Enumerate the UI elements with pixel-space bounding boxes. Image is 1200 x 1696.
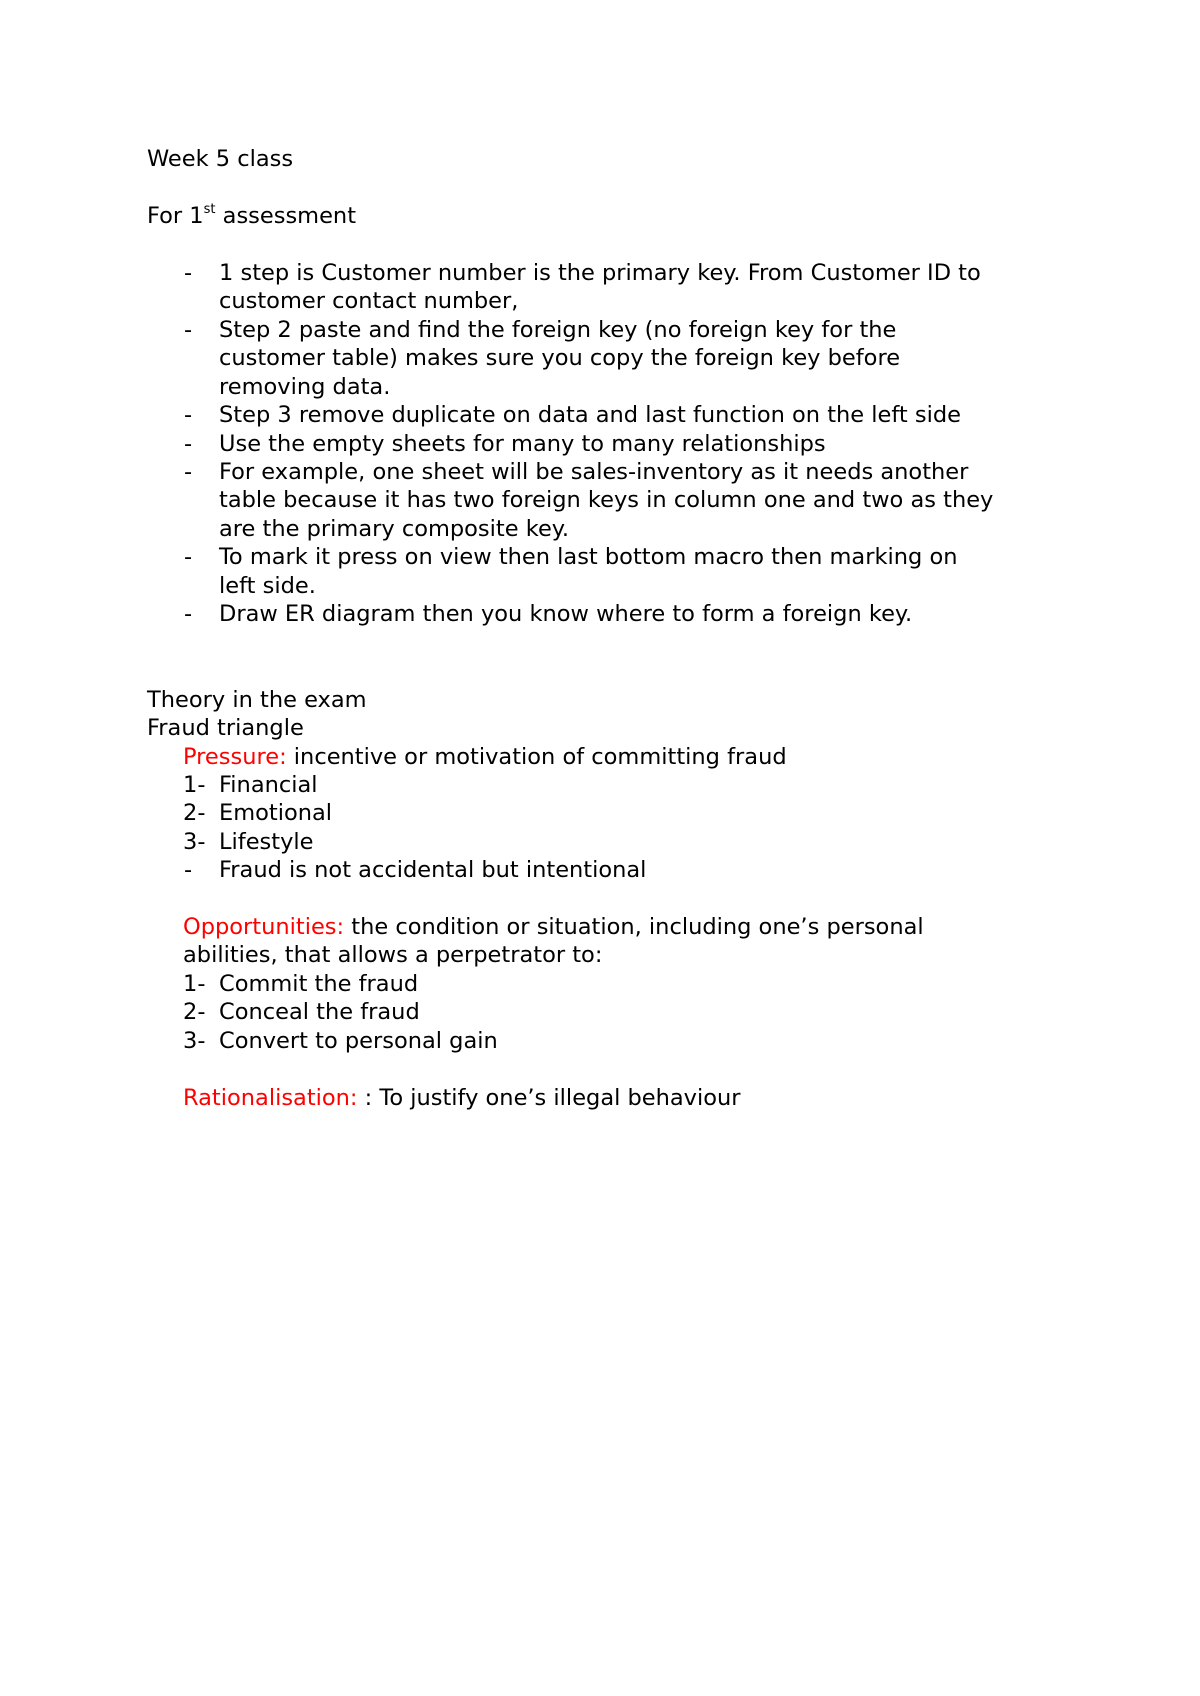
bullet-2-line-3: removing data.: [219, 374, 391, 400]
opportunities-line-2: abilities, that allows a perpetrator to:: [183, 942, 603, 968]
assessment-heading-suffix: assessment: [215, 203, 357, 229]
pressure-item-emotional: Emotional: [219, 800, 333, 826]
bullet-4-line-1: Use the empty sheets for many to many relationships: [219, 431, 826, 457]
bullet-marker: -: [184, 431, 193, 457]
rationalisation-text: : To justify one’s illegal behaviour: [357, 1085, 741, 1111]
bullet-marker: -: [184, 544, 193, 570]
bullet-5-line-2: table because it has two foreign keys in column one and two as they: [219, 487, 994, 513]
pressure-item-marker: 3-: [183, 829, 206, 855]
bullet-marker: -: [184, 402, 193, 428]
bullet-marker: -: [184, 459, 193, 485]
bullet-marker: -: [184, 601, 193, 627]
bullet-3-line-1: Step 3 remove duplicate on data and last function on the left side: [219, 402, 961, 428]
bullet-2-line-2: customer table) makes sure you copy the foreign key before: [219, 345, 901, 371]
pressure-label: Pressure:: [183, 744, 287, 770]
pressure-item-marker: -: [184, 857, 193, 883]
opportunities-text-1: the condition or situation, including one’s personal: [344, 914, 924, 940]
rationalisation-label: Rationalisation:: [183, 1085, 358, 1111]
pressure-item-intentional: Fraud is not accidental but intentional: [219, 857, 647, 883]
pressure-item-marker: 1-: [183, 772, 206, 798]
assessment-heading-sup: st: [203, 201, 216, 217]
theory-heading: Theory in the exam: [147, 687, 367, 713]
bullet-5-line-1: For example, one sheet will be sales-inventory as it needs another: [219, 459, 969, 485]
assessment-heading-prefix: For 1: [147, 203, 204, 229]
opportunities-item-marker: 2-: [183, 999, 206, 1025]
opportunities-item-commit: Commit the fraud: [219, 971, 419, 997]
bullet-marker: -: [184, 317, 193, 343]
pressure-text: incentive or motivation of committing fraud: [286, 744, 787, 770]
opportunities-item-marker: 1-: [183, 971, 206, 997]
bullet-5-line-3: are the primary composite key.: [219, 516, 570, 542]
rationalisation-line: [183, 1084, 741, 1112]
opportunities-item-convert: Convert to personal gain: [219, 1028, 498, 1054]
bullet-1-line-1: 1 step is Customer number is the primary key. From Customer ID to: [219, 260, 981, 286]
opportunities-label: Opportunities:: [183, 914, 345, 940]
pressure-item-marker: 2-: [183, 800, 206, 826]
bullet-1-line-2: customer contact number,: [219, 288, 519, 314]
bullet-7-line-1: Draw ER diagram then you know where to form a foreign key.: [219, 601, 913, 627]
bullet-2-line-1: Step 2 paste and find the foreign key (no foreign key for the: [219, 317, 897, 343]
bullet-6-line-1: To mark it press on view then last bottom macro then marking on: [219, 544, 958, 570]
pressure-item-financial: Financial: [219, 772, 318, 798]
pressure-item-lifestyle: Lifestyle: [219, 829, 314, 855]
opportunities-item-marker: 3-: [183, 1028, 206, 1054]
bullet-6-line-2: left side.: [219, 573, 316, 599]
fraud-triangle-heading: Fraud triangle: [147, 715, 304, 741]
assessment-heading: [147, 202, 356, 230]
opportunities-line-1: [183, 913, 924, 941]
bullet-marker: -: [184, 260, 193, 286]
document-title: Week 5 class: [147, 146, 294, 172]
pressure-line: [183, 743, 787, 771]
opportunities-item-conceal: Conceal the fraud: [219, 999, 420, 1025]
